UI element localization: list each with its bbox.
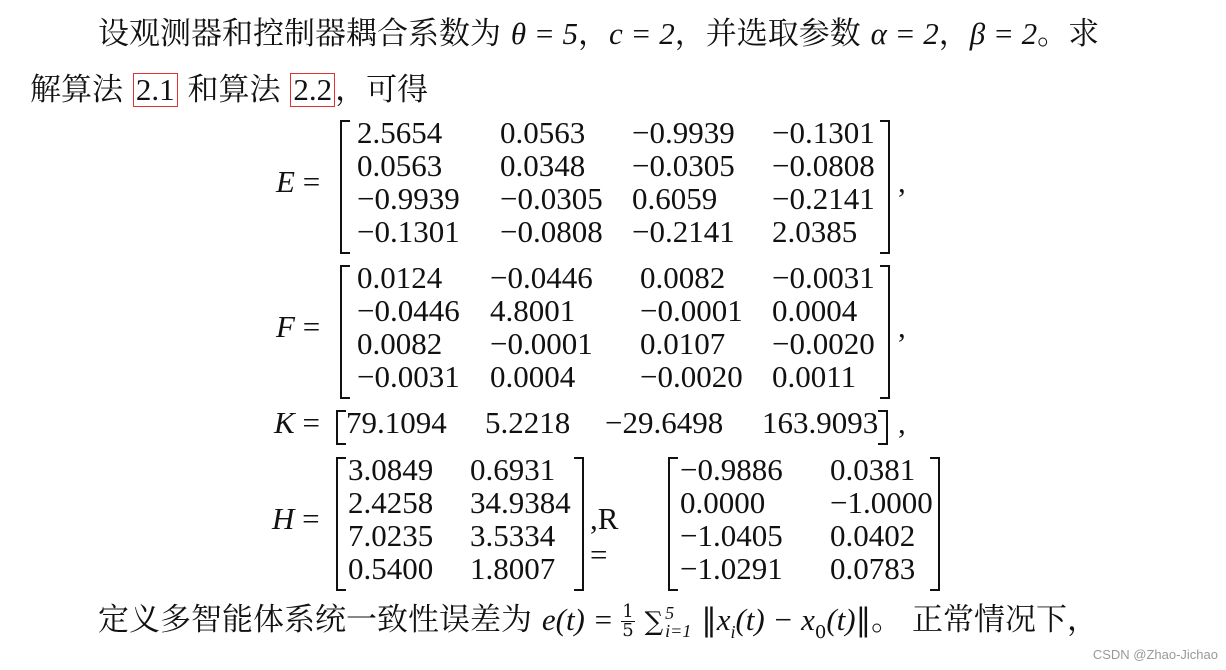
matrix-e-cell: −0.1301	[772, 115, 875, 150]
matrix-k-cell: −29.6498	[605, 405, 724, 440]
paragraph-line-2	[30, 70, 428, 110]
matrix-f-cell: −0.0001	[490, 326, 593, 361]
alpha-value: α = 2	[870, 16, 939, 51]
matrix-f-cell: 0.0011	[772, 359, 857, 394]
matrix-k-cell: 163.9093	[762, 405, 879, 440]
matrix-h-left-bracket	[336, 457, 346, 591]
fraction-denominator: 5	[622, 620, 634, 641]
matrix-k-cell: 5.2218	[485, 405, 571, 440]
matrix-e-cell: −0.9939	[357, 181, 460, 216]
matrix-f-cell: −0.0446	[490, 260, 593, 295]
fraction	[621, 603, 634, 640]
paragraph-line-last	[98, 600, 1098, 653]
sum-upper: 5	[665, 602, 675, 623]
matrix-e-cell: −0.1301	[357, 214, 460, 249]
matrix-e-cell: 0.6059	[632, 181, 718, 216]
matrix-e-cell: −0.0305	[632, 148, 735, 183]
matrix-symbol: H	[272, 501, 295, 536]
separator: ，	[578, 16, 610, 52]
matrix-h-cell: 0.6931	[470, 452, 556, 487]
matrix-h-cell: 3.0849	[348, 452, 434, 487]
algorithm-link-2-2[interactable]: 2.2	[290, 73, 335, 107]
matrix-h-cell: 0.5400	[348, 551, 434, 586]
matrix-r-cell: 0.0783	[830, 551, 916, 586]
matrix-f-cell: −0.0446	[357, 293, 460, 328]
matrix-r-cell: 0.0000	[680, 485, 766, 520]
x-symbol: x	[716, 602, 731, 637]
matrix-h-trailing: ,R =	[590, 501, 619, 572]
matrix-h-cell: 1.8007	[470, 551, 556, 586]
matrix-f-right-bracket	[880, 265, 890, 399]
algorithm-link-2-1[interactable]: 2.1	[133, 73, 178, 107]
matrix-e-right-bracket	[880, 120, 890, 254]
text-run: 设观测器和控制器耦合系数为	[98, 16, 501, 52]
matrix-e-cell: 0.0348	[500, 148, 586, 183]
formula-end: (t)	[826, 602, 856, 637]
matrix-f-left-bracket	[340, 265, 350, 399]
matrix-k-left-bracket	[336, 410, 346, 445]
watermark: CSDN @Zhao-Jichao	[1092, 647, 1218, 662]
matrix-e-cell: −0.0808	[500, 214, 603, 249]
text-run: 。求	[1037, 16, 1100, 52]
fraction-numerator: 1	[622, 601, 634, 622]
theta-value: θ = 5	[510, 16, 579, 51]
matrix-f-cell: −0.0031	[772, 260, 875, 295]
norm-open: ‖	[701, 602, 717, 638]
matrix-e-cell: 0.0563	[357, 148, 443, 183]
matrix-f-trailing: ,	[898, 309, 906, 344]
sum-symbol: ∑	[644, 607, 664, 637]
matrix-e-cell: 2.5654	[357, 115, 443, 150]
equals-sign: =	[294, 309, 321, 344]
paragraph-line-1	[98, 14, 1099, 54]
separator: ，	[938, 16, 970, 52]
matrix-e-cell: 0.0563	[500, 115, 586, 150]
matrix-f-cell: 4.8001	[490, 293, 576, 328]
matrix-h-label	[272, 501, 320, 537]
matrix-f-cell: 0.0082	[357, 326, 443, 361]
equals-sign: =	[294, 164, 321, 199]
matrix-r-cell: −1.0000	[830, 485, 933, 520]
equals-sign: =	[294, 404, 320, 440]
matrix-symbol: K	[274, 404, 295, 440]
matrix-f-cell: 0.0082	[640, 260, 726, 295]
matrix-f-cell: 0.0124	[357, 260, 443, 295]
matrix-h-cell: 34.9384	[470, 485, 571, 520]
c-value: c = 2	[609, 16, 675, 51]
sum-limits	[665, 604, 691, 640]
matrix-h-right-bracket	[574, 457, 584, 591]
matrix-h-cell: 3.5334	[470, 518, 556, 553]
matrix-r-right-bracket	[930, 457, 940, 591]
matrix-f-cell: 0.0107	[640, 326, 726, 361]
matrix-e-cell: −0.0808	[772, 148, 875, 183]
matrix-symbol: F	[276, 309, 295, 344]
matrix-r-cell: −1.0405	[680, 518, 783, 553]
error-formula-lhs: e(t) =	[541, 602, 622, 637]
matrix-r-cell: −1.0291	[680, 551, 783, 586]
text-run: ，可得	[335, 72, 429, 108]
text-run: 。 正常情况下，	[871, 602, 1098, 638]
beta-value: β = 2	[969, 16, 1038, 51]
matrix-f-cell: −0.0001	[640, 293, 743, 328]
matrix-f-cell: 0.0004	[490, 359, 576, 394]
matrix-e-cell: −0.2141	[772, 181, 875, 216]
formula-middle: (t) − x	[735, 602, 815, 637]
matrix-k-trailing: ,	[898, 404, 906, 440]
matrix-r-left-bracket	[668, 457, 678, 591]
matrix-k-label	[274, 405, 320, 441]
matrix-h-cell: 2.4258	[348, 485, 434, 520]
matrix-e-cell: −0.9939	[632, 115, 735, 150]
matrix-k-cell: 79.1094	[346, 405, 447, 440]
x-subscript: i	[730, 622, 736, 642]
matrix-r-cell: 0.0402	[830, 518, 916, 553]
matrix-h-cell: 7.0235	[348, 518, 434, 553]
matrix-f-cell: −0.0020	[772, 326, 875, 361]
matrix-f-label	[276, 309, 320, 345]
text-run: 解算法	[30, 72, 123, 108]
matrix-e-cell: −0.0305	[500, 181, 603, 216]
matrix-e-trailing: ,	[898, 164, 906, 199]
matrix-r-cell: −0.9886	[680, 452, 783, 487]
sum-lower: i=1	[665, 620, 692, 641]
equals-sign: =	[294, 501, 320, 536]
x0-subscript: 0	[814, 622, 827, 643]
matrix-r-cell: 0.0381	[830, 452, 916, 487]
norm-close: ‖	[855, 602, 872, 638]
matrix-f-cell: 0.0004	[772, 293, 858, 328]
text-run: ，并选取参数	[674, 16, 861, 52]
matrix-k-right-bracket	[878, 410, 888, 445]
matrix-f-cell: −0.0020	[640, 359, 743, 394]
matrix-symbol: E	[276, 164, 295, 199]
matrix-e-left-bracket	[340, 120, 350, 254]
matrix-e-cell: 2.0385	[772, 214, 858, 249]
text-run: 和算法	[187, 72, 281, 108]
matrix-e-cell: −0.2141	[632, 214, 735, 249]
matrix-f-cell: −0.0031	[357, 359, 460, 394]
matrix-e-label	[276, 164, 320, 200]
text-run: 定义多智能体系统一致性误差为	[98, 602, 532, 638]
